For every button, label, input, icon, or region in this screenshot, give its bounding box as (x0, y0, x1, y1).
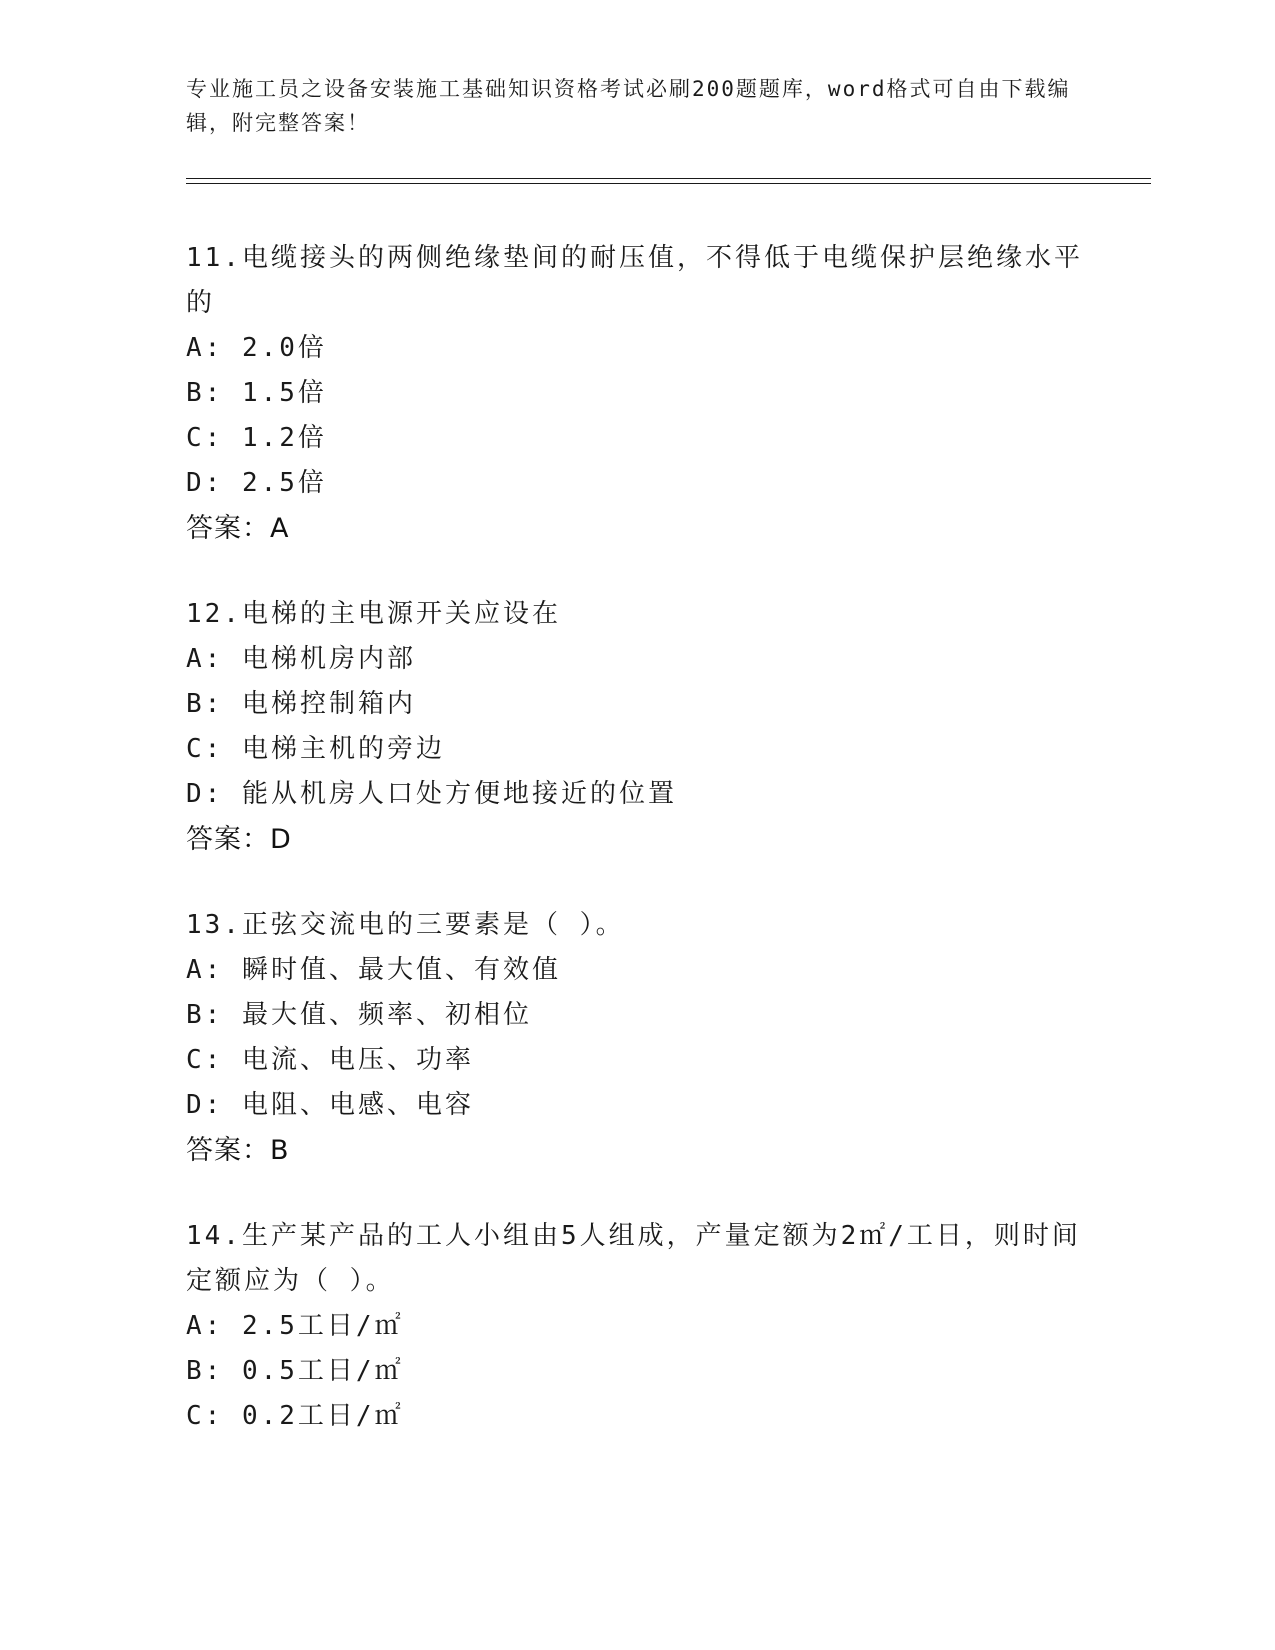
option-text: 电梯机房内部 (241, 644, 416, 674)
option-label: B: (186, 689, 224, 719)
header-divider-top (186, 178, 1151, 179)
option-c (186, 727, 1086, 772)
question-14 (186, 1214, 1086, 1439)
option-b (186, 371, 1086, 416)
option-text: 2.5工日/㎡ (241, 1311, 404, 1341)
option-text: 电阻、电感、电容 (241, 1090, 474, 1120)
header-divider-bottom (186, 183, 1151, 184)
option-text: 电梯控制箱内 (241, 689, 416, 719)
option-label: A: (186, 333, 224, 363)
option-label: D: (186, 779, 224, 809)
option-label: B: (186, 1000, 224, 1030)
option-text: 1.2倍 (241, 423, 327, 453)
option-text: 电流、电压、功率 (241, 1045, 474, 1075)
question-list (186, 236, 1086, 1479)
option-text: 电梯主机的旁边 (241, 734, 445, 764)
option-c (186, 1038, 1086, 1083)
question-stem: 12.电梯的主电源开关应设在 (186, 599, 561, 629)
option-d (186, 461, 1086, 506)
answer-line: 答案：D (186, 824, 292, 855)
option-b (186, 1349, 1086, 1394)
option-label: C: (186, 734, 224, 764)
option-c (186, 416, 1086, 461)
question-stem: 11.电缆接头的两侧绝缘垫间的耐压值，不得低于电缆保护层绝缘水平的 (186, 243, 1083, 318)
option-text: 2.5倍 (241, 468, 327, 498)
option-label: B: (186, 378, 224, 408)
option-label: B: (186, 1356, 224, 1386)
option-d (186, 1083, 1086, 1128)
option-text: 最大值、频率、初相位 (241, 1000, 532, 1030)
option-label: A: (186, 1311, 224, 1341)
option-text: 2.0倍 (241, 333, 327, 363)
question-11 (186, 236, 1086, 552)
option-a (186, 948, 1086, 993)
option-a (186, 1304, 1086, 1349)
document-header: 专业施工员之设备安装施工基础知识资格考试必刷200题题库，word格式可自由下载编辑，附完整答案！ (186, 77, 1071, 135)
option-label: D: (186, 468, 224, 498)
option-label: A: (186, 955, 224, 985)
option-text: 能从机房人口处方便地接近的位置 (241, 779, 677, 809)
option-a (186, 326, 1086, 371)
option-label: C: (186, 1401, 224, 1431)
option-text: 瞬时值、最大值、有效值 (241, 955, 561, 985)
option-label: A: (186, 644, 224, 674)
option-c (186, 1394, 1086, 1439)
question-12 (186, 592, 1086, 863)
option-label: D: (186, 1090, 224, 1120)
answer-line: 答案：B (186, 1135, 290, 1166)
question-stem: 14.生产某产品的工人小组由5人组成，产量定额为2㎡/工日，则时间定额应为（ ）。 (186, 1221, 1081, 1296)
option-a (186, 637, 1086, 682)
option-text: 0.2工日/㎡ (241, 1401, 404, 1431)
option-b (186, 993, 1086, 1038)
option-d (186, 772, 1086, 817)
question-stem: 13.正弦交流电的三要素是（ ）。 (186, 910, 625, 940)
option-label: C: (186, 423, 224, 453)
option-text: 0.5工日/㎡ (241, 1356, 404, 1386)
option-b (186, 682, 1086, 727)
question-13 (186, 903, 1086, 1174)
option-label: C: (186, 1045, 224, 1075)
answer-line: 答案：A (186, 513, 290, 544)
option-text: 1.5倍 (241, 378, 327, 408)
